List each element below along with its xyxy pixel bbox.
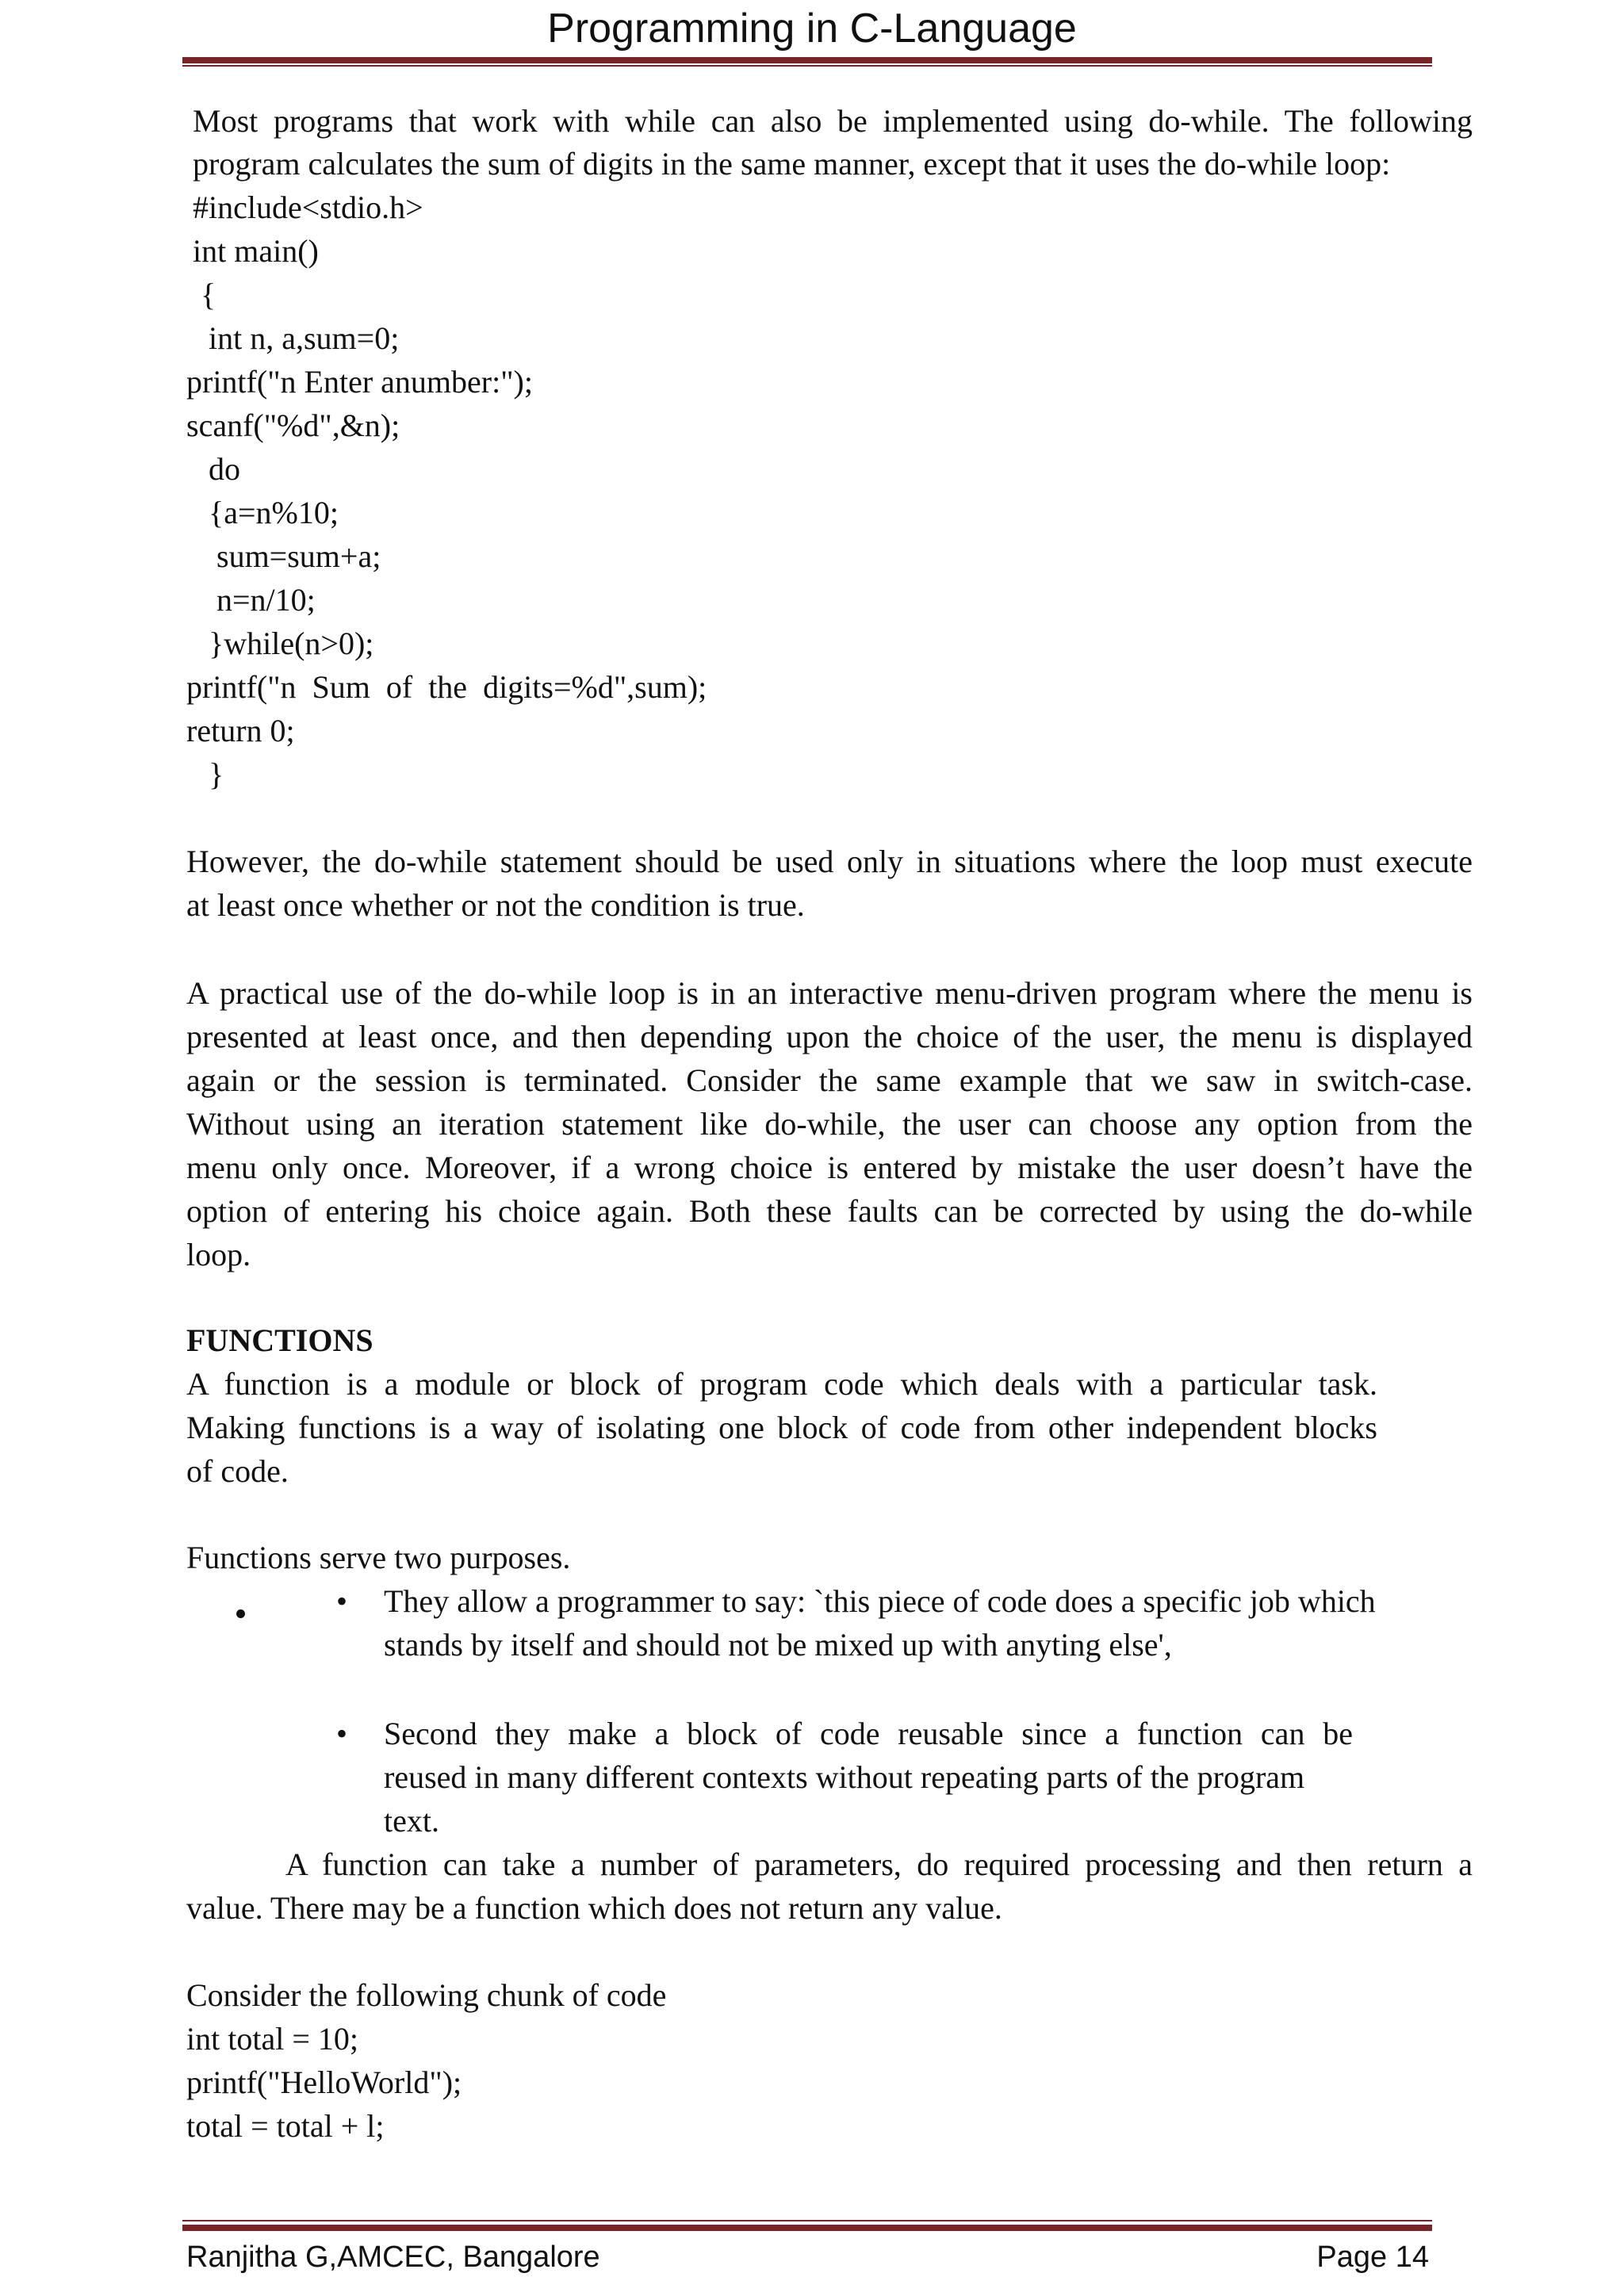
params-line-2: value. There may be a function which does not return any value.	[186, 1890, 1002, 1926]
code-line: {a=n%10;	[193, 495, 339, 530]
functions-para-line: A function is a module or block of program code which deals with a particular task.	[186, 1366, 1377, 1402]
bullet-1-line-1: They allow a programmer to say: `this piece of code does a specific job which	[384, 1583, 1376, 1619]
practical-line: option of entering his choice again. Both these faults can be corrected by using the do-while	[186, 1193, 1473, 1229]
practical-line: loop.	[186, 1237, 251, 1272]
code-line: printf("n Sum of the digits=%d",sum);	[186, 669, 707, 705]
functions-para-line: Making functions is a way of isolating one block of code from other independent blocks	[186, 1410, 1377, 1445]
consider-code-line: total = total + l;	[186, 2108, 385, 2144]
practical-line: A practical use of the do-while loop is in an interactive menu-driven program where the menu is	[186, 975, 1473, 1011]
bullet-1-line-2: stands by itself and should not be mixed up with anyting else',	[384, 1627, 1172, 1663]
stray-bullet-dot	[236, 1609, 245, 1618]
bullet-2-line-2: reused in many different contexts without repeating parts of the program	[384, 1759, 1305, 1795]
code-line: }while(n>0);	[193, 626, 374, 661]
intro-line-1: Most programs that work with while can also be implemented using do-while. The following	[193, 103, 1473, 139]
consider-intro: Consider the following chunk of code	[186, 1977, 667, 2013]
header-title: Programming in C-Language	[547, 6, 1077, 52]
header-rule-thick	[182, 57, 1432, 63]
purposes-intro: Functions serve two purposes.	[186, 1540, 571, 1575]
code-line: }	[193, 756, 224, 792]
code-line: sum=sum+a;	[193, 538, 381, 574]
functions-para-line: of code.	[186, 1453, 289, 1489]
footer-author: Ranjitha G,AMCEC, Bangalore	[186, 2241, 600, 2274]
functions-heading: FUNCTIONS	[186, 1322, 373, 1358]
code-line: do	[193, 451, 240, 487]
code-line: n=n/10;	[193, 582, 316, 618]
footer-rule-thick	[182, 2225, 1432, 2231]
bullet-icon: •	[336, 1716, 348, 1751]
code-line: int main()	[193, 233, 319, 269]
consider-code-line: int total = 10;	[186, 2021, 358, 2057]
bullet-icon: •	[336, 1583, 348, 1619]
practical-line: again or the session is terminated. Consider the same example that we saw in switch-case.	[186, 1062, 1473, 1098]
consider-code-line: printf("HelloWorld");	[186, 2064, 462, 2100]
bullet-2-line-1: Second they make a block of code reusable since a function can be	[384, 1716, 1353, 1751]
practical-line: presented at least once, and then depending upon the choice of the user, the menu is displayed	[186, 1019, 1473, 1054]
code-line: return 0;	[186, 713, 295, 748]
params-line-1: A function can take a number of parameters, do required processing and then return a	[285, 1846, 1473, 1882]
code-line: {	[193, 277, 216, 312]
footer-page-number: Page 14	[1316, 2241, 1429, 2274]
code-line: #include<stdio.h>	[193, 189, 423, 225]
bullet-2-line-3: text.	[384, 1803, 439, 1839]
header-rule-thin	[182, 65, 1432, 67]
footer-rule-thin	[182, 2220, 1432, 2221]
however-line-1: However, the do-while statement should be used only in situations where the loop must execute	[186, 844, 1473, 879]
code-line: printf("n Enter anumber:");	[186, 364, 533, 400]
intro-line-2: program calculates the sum of digits in the same manner, except that it uses the do-while loop:	[193, 146, 1391, 182]
practical-line: Without using an iteration statement like do-while, the user can choose any option from the	[186, 1106, 1473, 1142]
code-line: int n, a,sum=0;	[193, 320, 400, 356]
however-line-2: at least once whether or not the condition is true.	[186, 887, 805, 923]
code-line: scanf("%d",&n);	[186, 408, 400, 443]
practical-line: menu only once. Moreover, if a wrong choice is entered by mistake the user doesn’t have the	[186, 1150, 1473, 1185]
